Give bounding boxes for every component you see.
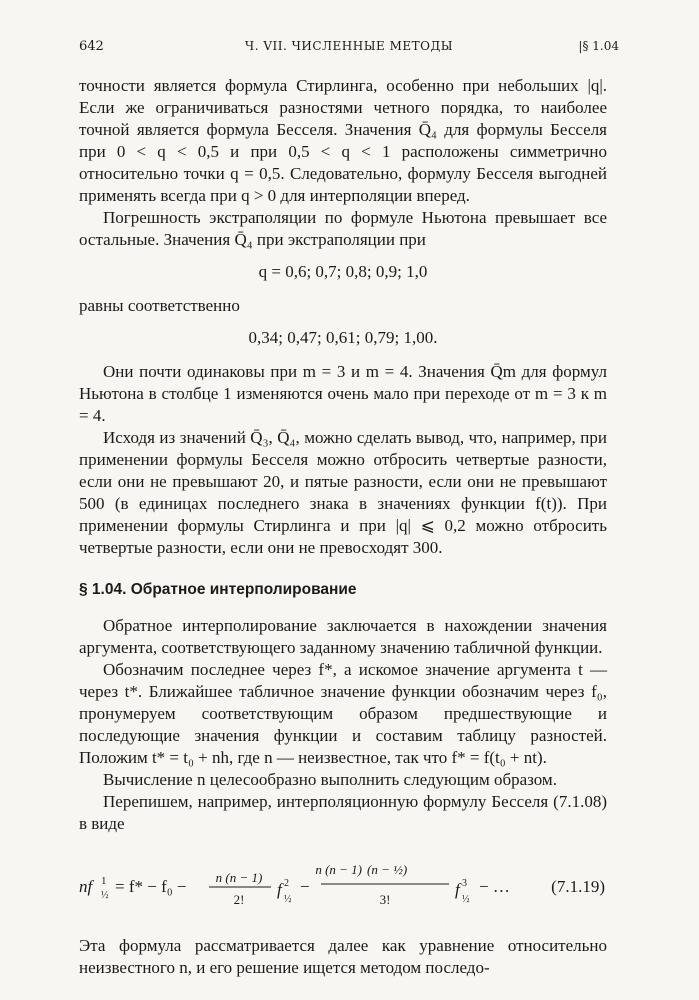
frac2-denominator: 3! — [379, 892, 391, 907]
paragraph-bessel-rewrite: Перепишем, например, интерполяционную формулу Бесселя (7.1.08) в виде — [79, 792, 607, 833]
frac2-paren: (n − ½) — [367, 862, 408, 877]
page-header — [79, 39, 619, 57]
paragraph-computation: Вычисление n целесообразно выполнить следующим образом. — [103, 770, 557, 789]
closing-paragraph: Эта формула рассматривается далее как уравнение относительно неизвестного n, и его решение ищется методом последо- — [79, 936, 607, 977]
formula-sub1: ½ — [101, 890, 109, 901]
paragraph-conclusion: Исходя из значений Q̄₃, Q̄₄, можно сделать вывод, что, например, при применении формулы Бесселя можно отбросить четвертые разности, если они не превышают 20, и пятые разности, если они не превышают 500 (в единицах последнего знака в значениях функции f(t)). При применении формулы Стирлинга и при |q| ⩽ 0,2 можно отбросить четвертые разности, если они не превосходят 300. — [79, 428, 607, 557]
section-heading: § 1.04. Обратное интерполирование — [79, 581, 357, 598]
formula-label: (7.1.19) — [551, 877, 605, 896]
formula-rhs-a: = f* − f₀ − — [115, 877, 187, 896]
paragraph-newton: Они почти одинаковы при m = 3 и m = 4. Значения Q̄m для формул Ньютона в столбце 1 изменяются очень мало при переходе от m = 3 к m = 4. — [79, 362, 607, 425]
formula-f3: f — [455, 880, 460, 899]
formula-sup2: 2 — [284, 878, 289, 889]
formula-f2: f — [277, 880, 282, 899]
frac1-denominator: 2! — [233, 892, 245, 907]
bessel-formula — [79, 845, 607, 925]
paragraph-respectively: равны соответственно — [79, 296, 240, 315]
page-body — [79, 75, 607, 979]
frac1-numerator: n (n − 1) — [215, 870, 263, 885]
page-number: 642 — [79, 39, 104, 54]
section-reference: |§ 1.04 — [578, 39, 619, 53]
formula-sub3: ½ — [462, 894, 470, 905]
paragraph-notation: Обозначим последнее через f*, а искомое значение аргумента t — через t*. Ближайшее табличное значение функции обозначим через f₀, пронумеруем соответствующим образом предшествующие и последующие значения функции и составим таблицу разностей. Положим t* = t₀ + nh, где n — неизвестное, так что f* = f(t₀ + nt). — [79, 660, 607, 767]
result-values-line: 0,34; 0,47; 0,61; 0,79; 1,00. — [248, 328, 438, 347]
formula-lhs: nf — [79, 877, 93, 896]
formula-tail: − … — [479, 877, 510, 896]
formula-svg — [77, 845, 609, 925]
formula-sup1: 1 — [101, 875, 107, 887]
running-title: Ч. VII. ЧИСЛЕННЫЕ МЕТОДЫ — [244, 39, 454, 53]
frac2-numerator: n (n − 1) — [315, 862, 362, 877]
paragraph-inverse-definition: Обратное интерполирование заключается в нахождении значения аргумента, соответствующего заданному значению табличной функции. — [79, 616, 607, 657]
paragraph-extrapolation: Погрешность экстраполяции по формуле Ньютона превышает все остальные. Значения Q̄₄ при экстраполяции при — [79, 208, 607, 249]
q-values-line: q = 0,6; 0,7; 0,8; 0,9; 1,0 — [258, 262, 428, 281]
formula-sub2: ½ — [284, 894, 292, 905]
formula-sup3: 3 — [462, 878, 467, 889]
paragraph-stirling: точности является формула Стирлинга, особенно при небольших |q|. Если же ограничиваться разностями четного порядка, то наиболее точной является формула Бесселя. Значения Q̄₄ для формулы Бесселя при 0 < q < 0,5 и при 0,5 < q < 1 расположены симметрично относительно точки q = 0,5. Следовательно, формулу Бесселя выгодней применять всегда при q > 0 для интерполяции вперед. — [79, 76, 607, 205]
formula-minus: − — [300, 877, 310, 896]
